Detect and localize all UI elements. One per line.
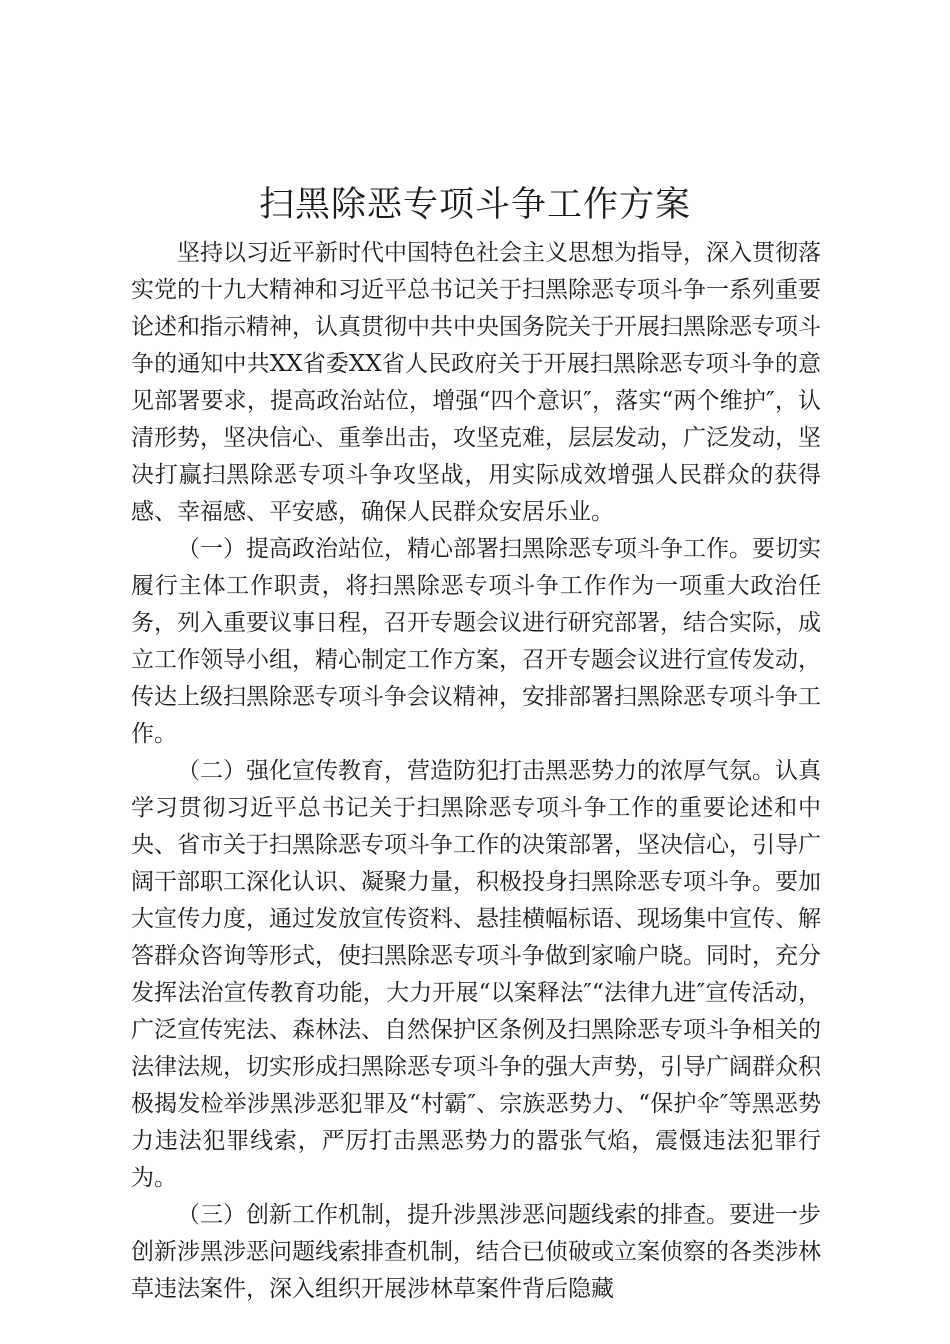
paragraph-section-3: （三）创新工作机制，提升涉黑涉恶问题线索的排查。要进一步创新涉黑涉恶问题线索排查机制，结合已侦破或立案侦察的各类涉林草违法案件，深入组织开展涉林草案件背后隐藏 <box>131 1202 821 1302</box>
paragraph-intro: 坚持以习近平新时代中国特色社会主义思想为指导，深入贯彻落实党的十九大精神和习近平总书记关于扫黑除恶专项斗争一系列重要论述和指示精神，认真贯彻中共中央国务院关于开展扫黑除恶专项斗争的通知中共XX省委XX省人民政府关于开展扫黑除恶专项斗争的意见部署要求，提高政治站位，增强“四个意识″，落实“两个维护″，认清形势，坚决信心、重拳出击，攻坚克难，层层发动，广泛发动，坚决打赢扫黑除恶专项斗争攻坚战，用实际成效增强人民群众的获得感、幸福感、平安感，确保人民群众安居乐业。 <box>131 240 821 525</box>
paragraph-section-2: （二）强化宣传教育，营造防犯打击黑恶势力的浓厚气氛。认真学习贯彻习近平总书记关于扫黑除恶专项斗争工作的重要论述和中央、省市关于扫黑除恶专项斗争工作的决策部署，坚决信心，引导广阔干部职工深化认识、凝聚力量，积极投身扫黑除恶专项斗争。要加大宣传力度，通过发放宣传资料、悬挂横幅标语、现场集中宣传、解答群众咨询等形式，使扫黑除恶专项斗争做到家喻户晓。同时，充分发挥法治宣传教育功能，大力开展“以案释法″“法律九进″宣传活动，广泛宣传宪法、森林法、自然保护区条例及扫黑除恶专项斗争相关的法律法规，切实形成扫黑除恶专项斗争的强大声势，引导广阔群众积极揭发检举涉黑涉恶犯罪及“村霸″、宗族恶势力、“保护伞″等黑恶势力违法犯罪线索，严厉打击黑恶势力的嚣张气焰，震慑违法犯罪行为。 <box>131 758 821 1191</box>
paragraph-section-1: （一）提高政治站位，精心部署扫黑除恶专项斗争工作。要切实履行主体工作职责，将扫黑除恶专项斗争工作作为一项重大政治任务，列入重要议事日程，召开专题会议进行研究部署，结合实际，成立工作领导小组，精心制定工作方案，召开专题会议进行宣传发动，传达上级扫黑除恶专项斗争会议精神，安排部署扫黑除恶专项斗争工作。 <box>131 536 821 747</box>
document-title: 扫黑除恶专项斗争工作方案 <box>258 185 691 225</box>
document-body <box>131 235 821 1308</box>
